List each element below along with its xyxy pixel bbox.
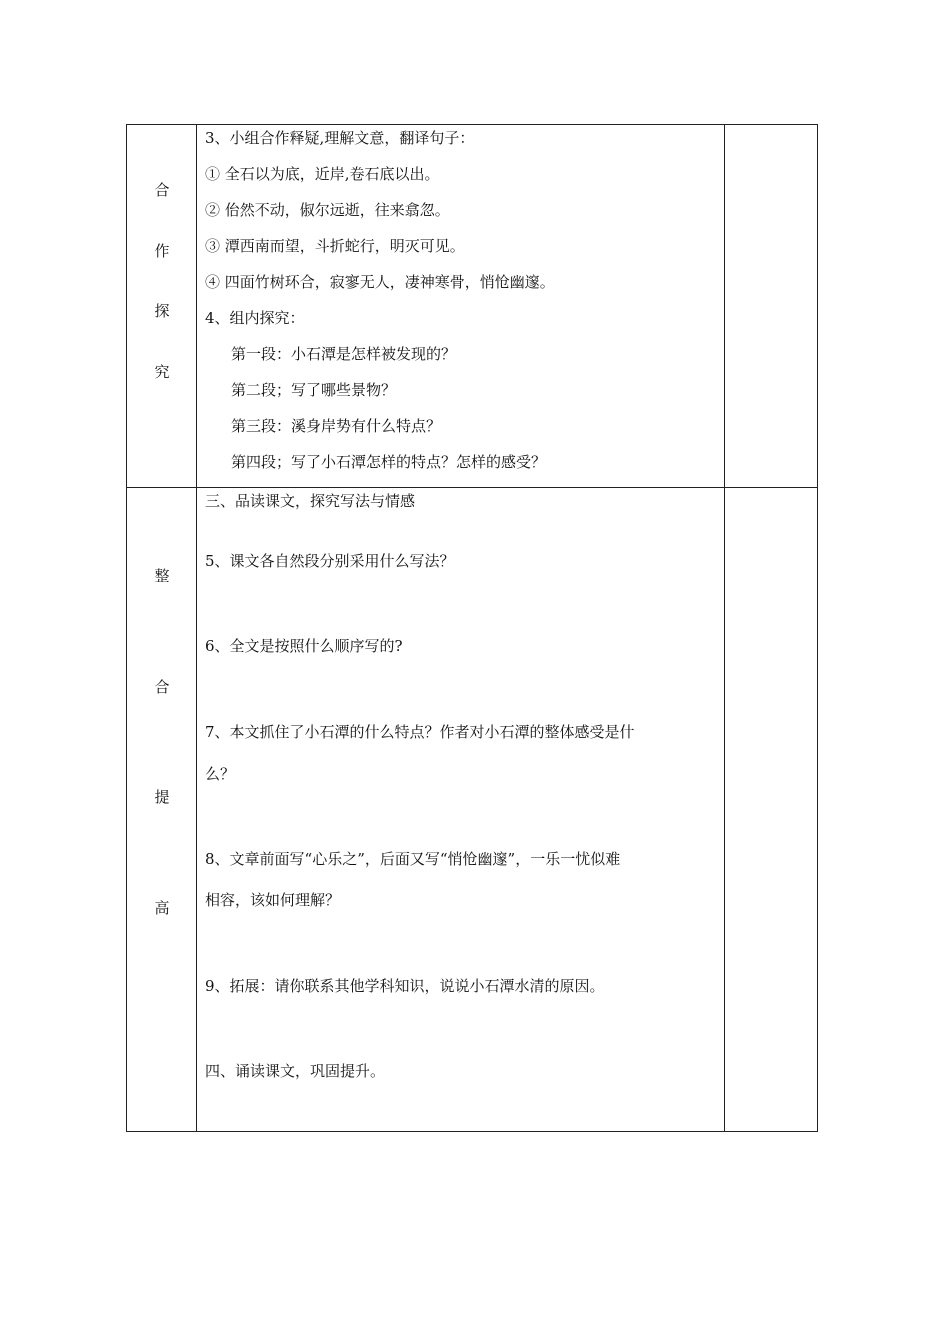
section2-label-char: 提	[154, 788, 170, 806]
row-divider	[127, 487, 817, 488]
section1-label-char: 合	[154, 181, 170, 199]
section2-label-char: 整	[154, 567, 170, 585]
question-3: 3、小组合作释疑,理解文意，翻译句子：	[205, 129, 475, 147]
sentence-1: ① 全石以为底，近岸,卷石底以出。	[205, 165, 440, 183]
question-4: 4、组内探究：	[205, 309, 305, 327]
question-7: 7、本文抓住了小石潭的什么特点？作者对小石潭的整体感受是什	[205, 723, 635, 741]
section-heading-4: 四、诵读课文，巩固提升。	[205, 1062, 386, 1080]
sentence-3: ③ 潭西南而望，斗折蛇行，明灭可见。	[205, 237, 465, 255]
sentence-2: ② 佁然不动，俶尔远逝，往来翕忽。	[205, 201, 450, 219]
paragraph-question-4: 第四段；写了小石潭怎样的特点？怎样的感受？	[231, 453, 547, 471]
section1-label-char: 究	[154, 363, 170, 381]
section2-label-char: 合	[154, 678, 170, 696]
question-9: 9、拓展：请你联系其他学科知识，说说小石潭水清的原因。	[205, 977, 605, 995]
section-heading-3: 三、品读课文，探究写法与情感	[205, 492, 416, 510]
paragraph-question-2: 第二段；写了哪些景物？	[231, 381, 397, 399]
question-8-continued: 相容，该如何理解？	[205, 891, 341, 909]
question-6: 6、全文是按照什么顺序写的?	[205, 637, 403, 655]
column-divider-right	[724, 125, 725, 1131]
section1-label-char: 作	[154, 242, 170, 260]
question-7-continued: 么？	[205, 765, 236, 783]
column-divider-left	[196, 125, 197, 1131]
section1-label-char: 探	[154, 302, 170, 320]
paragraph-question-1: 第一段：小石潭是怎样被发现的？	[231, 345, 457, 363]
section2-label-char: 高	[154, 899, 170, 917]
sentence-4: ④ 四面竹树环合，寂寥无人，凄神寒骨，悄怆幽邃。	[205, 273, 555, 291]
paragraph-question-3: 第三段：溪身岸势有什么特点？	[231, 417, 442, 435]
question-8: 8、文章前面写“心乐之”，后面又写“悄怆幽邃”，一乐一忧似难	[205, 850, 621, 868]
lesson-table	[126, 124, 818, 1132]
question-5: 5、课文各自然段分别采用什么写法？	[205, 552, 455, 570]
